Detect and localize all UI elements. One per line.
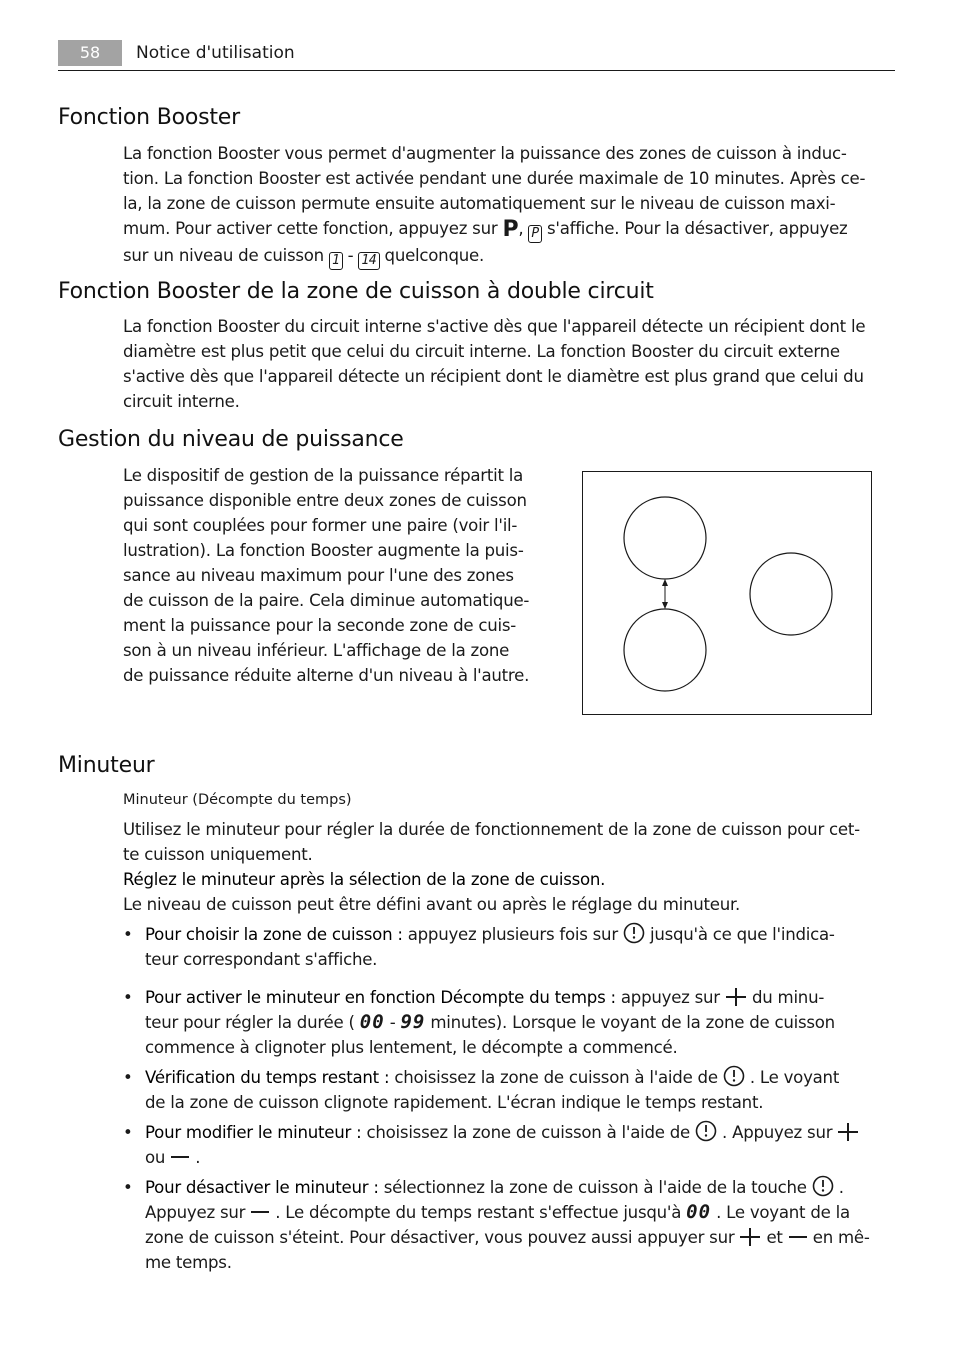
display-p-symbol: P <box>528 225 542 243</box>
heading-double-circuit: Fonction Booster de la zone de cuisson à double circuit <box>58 279 654 304</box>
document-title: Notice d'utilisation <box>136 43 295 63</box>
plus-icon <box>837 1122 859 1142</box>
minus-icon <box>170 1147 190 1167</box>
plus-icon <box>725 987 747 1007</box>
page-number: 58 <box>58 40 122 66</box>
display-level-1: 1 <box>329 252 343 270</box>
zone-pairing-arrow-icon <box>662 579 668 609</box>
display-99: 99 <box>400 1011 426 1033</box>
display-level-14: 14 <box>358 252 379 270</box>
power-management-paragraph: Le dispositif de gestion de la puissance répartit la puissance disponible entre deux zones de cuisson qui sont couplées pour former une paire (voir l'il- lustration). La fonction Booster augmente la puis- sance au niveau maximum pour l'une des zones de cuisson de la paire. Cela diminue automatique- ment la puissance pour la seconde zone de cuis- son à un niveau inférieur. L'affichage de la zone de puissance réduite alterne d'un niveau à l'autre. <box>123 466 530 685</box>
minus-icon <box>788 1227 808 1247</box>
heading-booster: Fonction Booster <box>58 105 240 130</box>
cooking-zone-top-left <box>624 497 706 579</box>
power-p-key-icon: P <box>502 217 519 242</box>
heading-power-management: Gestion du niveau de puissance <box>58 427 404 452</box>
display-00: 00 <box>359 1011 385 1033</box>
booster-paragraph: La fonction Booster vous permet d'augmenter la puissance des zones de cuisson à induc- tion. La fonction Booster est activée pendant une durée maximale de 10 minutes. Après ce- la, la zone de cuisson permute ensuite automatiquement sur le niveau de cuisson maxi- mum. Pour activer cette fonction, appuyez sur P, P s'affiche. Pour la désactiver, appuyez sur un niveau de cuisson 1 - 14 quelconque. <box>123 144 866 268</box>
cooking-zone-right <box>750 553 832 635</box>
heading-timer: Minuteur <box>58 753 155 778</box>
timer-intro: Utilisez le minuteur pour régler la durée de fonctionnement de la zone de cuisson pour cet- te cuisson uniquement. Réglez le minuteur après la sélection de la zone de cuisson. Le niveau de cuisson peut être défini avant ou après le réglage du minuteur. <box>123 820 860 914</box>
timer-clock-icon <box>812 1175 834 1197</box>
double-circuit-paragraph: La fonction Booster du circuit interne s'active dès que l'appareil détecte un récipient dont le diamètre est plus petit que celui du circuit interne. La fonction Booster du circuit externe s'active dès que l'appareil détecte un récipient dont le diamètre est plus grand que celui du circuit interne. <box>123 317 866 411</box>
display-00: 00 <box>686 1201 712 1223</box>
timer-subheading: Minuteur (Décompte du temps) <box>123 792 352 808</box>
cooking-zone-bottom-left <box>624 609 706 691</box>
plus-icon <box>739 1227 761 1247</box>
cooktop-zones-diagram <box>582 471 872 715</box>
timer-clock-icon <box>623 922 645 944</box>
page-header <box>58 40 895 71</box>
timer-clock-icon <box>723 1065 745 1087</box>
cooktop-zones-illustration <box>583 472 871 714</box>
minus-icon <box>250 1202 270 1222</box>
timer-clock-icon <box>695 1120 717 1142</box>
